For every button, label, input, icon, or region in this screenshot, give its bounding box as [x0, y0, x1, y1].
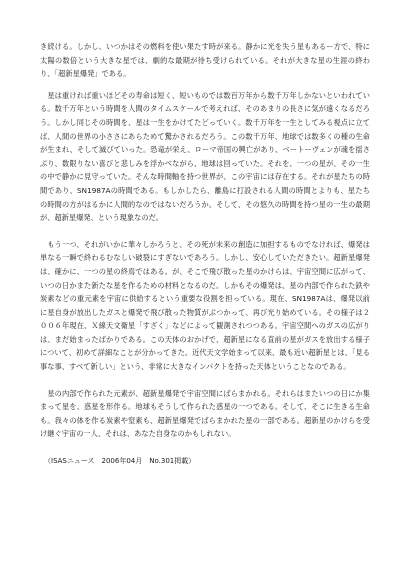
paragraph-1: き続ける。しかし、いつかはその燃料を使い果たす時が来る。静かに光を失う星もあるー方で、特に太陽の数倍という大きな星では、劇的な最期が待ち受けられている。それが大きな星の生涯の終わり、「超新星爆発」である。: [40, 42, 370, 79]
paragraph-3: もう一つ、それがいかに華々しかろうと、その死が未来の創造に加担するものでなければ、爆発は単なる一瞬で終わるむなしい破裂にすぎないであろう。しかし、安心していただきたい。超新星爆発は、確かに、一つの星の終焉ではある。が、そこで飛び散った星のかけらは、宇宙空間に広がって、いつの日かまた新たな星を作るための材料となるのだ。しかもその爆発は、星の内部で作られた鉄や炭素などの重元素を宇宙に供給するという重要な役割を担っている。現在、SN1987Aは、爆発以前に星自身が放出したガスと爆発で飛び散った物質がぶつかって、再び光り始めている。その様子は２００６年現在、Ｘ線天文衛星「すざく」などによって観測されつつある。宇宙空間へのガスの広がりは、まだ始まったばかりである。この天体のおかげで、超新星になる直前の星がガスを放出する様子について、初めて詳細なことが分かってきた。近代天文学始まって以来、最も近い超新星とは、「見る事な事、すべて新しい」という、非常に大きなインパクトを持った天体ということなのである。: [40, 239, 370, 372]
source-citation: （ISASニュース 2006年04月 No.301掲載）: [44, 457, 196, 466]
paragraph-2: 星は重ければ重いほどその寿命は短く、短いものでは数百万年から数千万年しかないといわれている。数千万年という時間を人間のタイムスケールで考えれば、そのあまりの長さに気が遠くなるだろう。しかし同じその時間を、星は一生をかけてたどっていく。数千万年を一生としてみる視点に立てば、人間の世界の小ささにあらためて驚かされるだろう。この数千万年、地球では数多くの種の生命が生まれ、そして滅びていった。恐竜が栄え、ローマ帝国の興亡があり、ベートーヴェンが魂を揺さぶり、数限りない喜びと悲しみを浮かべながら、地球は回っていた。それを、一つの星が、その一生の中で静かに見守っていた。そんな時間軸を持つ世界が、この宇宙には存在する。それが星たちの時間であり、SN1987Aの時間である。もしかしたら、離島に打設される人間の時間とよりも、星たちの時間の方がはるかに人間的なのではないだろうか。そして、その悠久の時間を持つ星の一生の最期が、超新星爆発、という現象なのだ。: [40, 90, 370, 223]
paragraph-4: 星の内部で作られた元素が、超新星爆発で宇宙空間にばらまかれる。それらはまたいつの日にか集まって星を、惑星を形作る。地球もそうして作られた惑星の一つである。そして、そこに生きる生命も。我々の体を作る炭素や窒素も、超新星爆発でばらまかれた星の一部である。超新星のかけらを受け継ぐ宇宙の一人、それは、あなた自身なのかもしれない。: [40, 388, 370, 439]
